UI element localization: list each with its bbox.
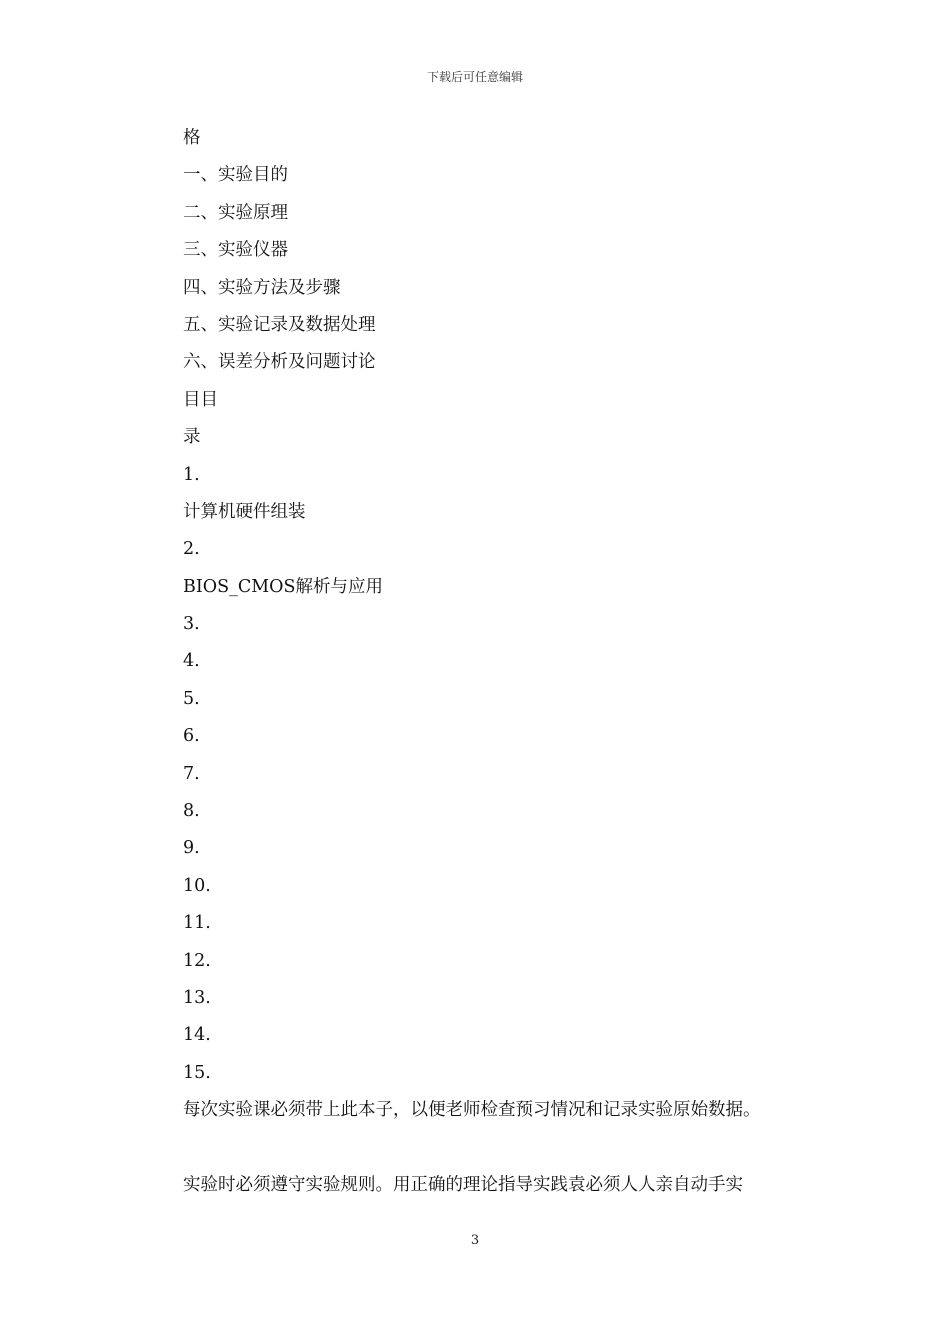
- toc-title: 目目: [183, 389, 218, 410]
- document-body: [183, 126, 843, 1098]
- text-line: 格: [183, 128, 201, 148]
- toc-item-number: 3.: [183, 614, 200, 635]
- toc-item-number: 12.: [183, 950, 211, 971]
- toc-item-number: 7.: [183, 763, 200, 784]
- page-header: 下载后可任意编辑: [426, 70, 523, 84]
- toc-item-number: 13.: [183, 987, 211, 1008]
- toc-item-number: 15.: [183, 1062, 211, 1083]
- toc-item-number: 10.: [183, 875, 211, 896]
- toc-item-number: 5.: [183, 688, 200, 709]
- toc-item-number: 2.: [183, 539, 200, 560]
- toc-item-number: 1.: [183, 464, 200, 485]
- section-heading: 三、实验仪器: [183, 240, 288, 261]
- toc-item-title: 计算机硬件组装: [183, 501, 306, 522]
- page-number: 3: [470, 1233, 480, 1248]
- toc-item-number: 6.: [183, 726, 200, 747]
- body-paragraph: 实验时必须遵守实验规则。用正确的理论指导实践袁必须人人亲自动手实: [183, 1175, 743, 1195]
- section-heading: 一、实验目的: [183, 165, 288, 186]
- toc-item-number: 14.: [183, 1025, 211, 1046]
- toc-item-number: 11.: [183, 913, 211, 934]
- section-heading: 四、实验方法及步骤: [183, 277, 341, 298]
- toc-item-number: 9.: [183, 838, 200, 859]
- section-heading: 五、实验记录及数据处理: [183, 314, 376, 335]
- section-heading: 二、实验原理: [183, 202, 288, 223]
- toc-title: 录: [183, 427, 201, 448]
- body-paragraph: 每次实验课必须带上此本子，以便老师检查预习情况和记录实验原始数据。: [183, 1100, 761, 1120]
- toc-item-title: BIOS_CMOS解析与应用: [183, 576, 384, 597]
- section-heading: 六、误差分析及问题讨论: [183, 352, 376, 373]
- toc-item-number: 8.: [183, 801, 200, 822]
- toc-item-number: 4.: [183, 651, 200, 672]
